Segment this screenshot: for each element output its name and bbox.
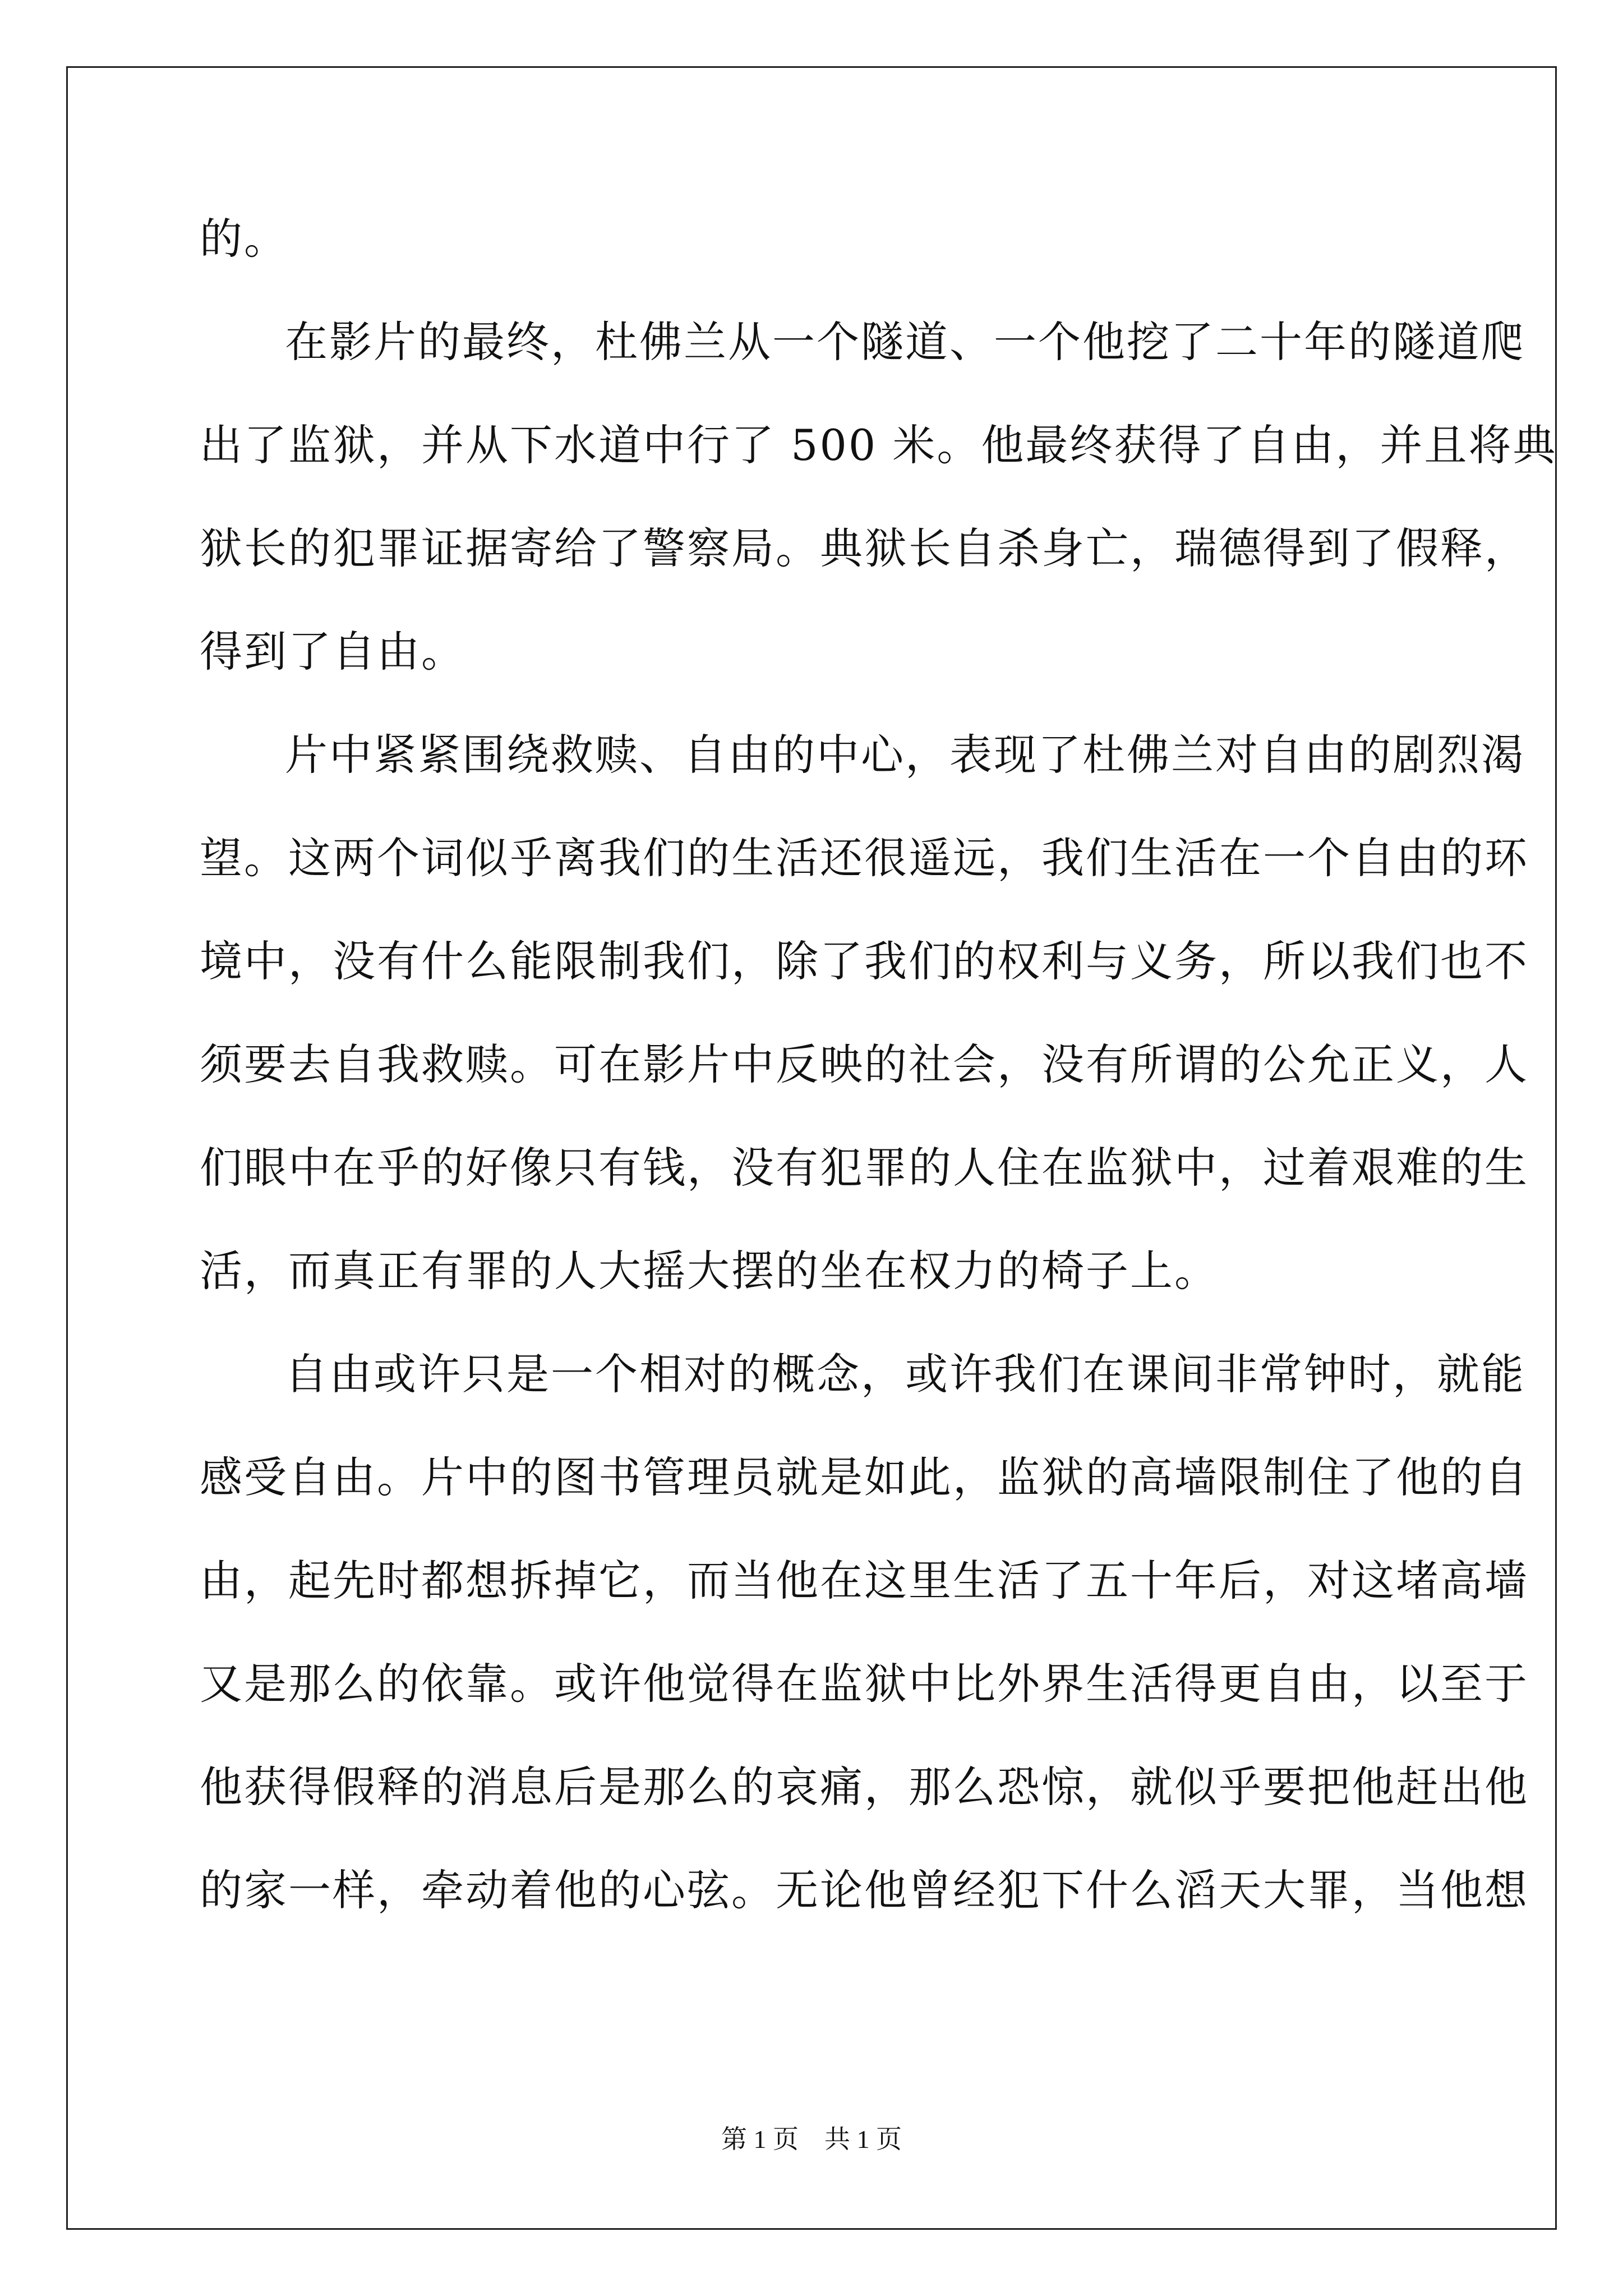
document-body (200, 211, 1557, 1966)
paragraph-start-line: 在影片的最终，杜佛兰从一个隧道、一个他挖了二十年的隧道爬 (285, 317, 1525, 367)
text-line: 的。 (200, 214, 288, 264)
paragraph-start-line: 片中紧紧围绕救赎、自由的中心，表现了杜佛兰对自由的剧烈渴 (285, 730, 1525, 780)
text-line: 须要去自我救赎。可在影片中反映的社会，没有所谓的公允正义，人 (200, 1039, 1529, 1089)
text-line: 感受自由。片中的图书管理员就是如此，监狱的高墙限制住了他的自 (200, 1452, 1529, 1502)
text-line: 由，起先时都想拆掉它，而当他在这里生活了五十年后，对这堵高墙 (200, 1556, 1529, 1605)
text-line: 们眼中在乎的好像只有钱，没有犯罪的人住在监狱中，过着艰难的生 (200, 1143, 1529, 1193)
text-line: 狱长的犯罪证据寄给了警察局。典狱长自杀身亡，瑞德得到了假释， (200, 523, 1529, 573)
text-line: 他获得假释的消息后是那么的哀痛，那么恐惊，就似乎要把他赶出他 (200, 1762, 1529, 1812)
text-line: 得到了自由。 (200, 627, 465, 677)
text-line: 又是那么的依靠。或许他觉得在监狱中比外界生活得更自由，以至于 (200, 1659, 1529, 1709)
text-line: 的家一样，牵动着他的心弦。无论他曾经犯下什么滔天大罪，当他想 (200, 1865, 1529, 1915)
text-line: 境中，没有什么能限制我们，除了我们的权利与义务，所以我们也不 (200, 936, 1529, 986)
paragraph-start-line: 自由或许只是一个相对的概念，或许我们在课间非常钟时，就能 (285, 1349, 1525, 1399)
text-line: 望。这两个词似乎离我们的生活还很遥远，我们生活在一个自由的环 (200, 833, 1529, 883)
text-line: 出了监狱，并从下水道中行了 500 米。他最终获得了自由，并且将典 (200, 420, 1557, 470)
page-number-footer: 第 1 页 共 1 页 (721, 2125, 902, 2154)
text-line: 活，而真正有罪的人大摇大摆的坐在权力的椅子上。 (200, 1246, 1219, 1296)
